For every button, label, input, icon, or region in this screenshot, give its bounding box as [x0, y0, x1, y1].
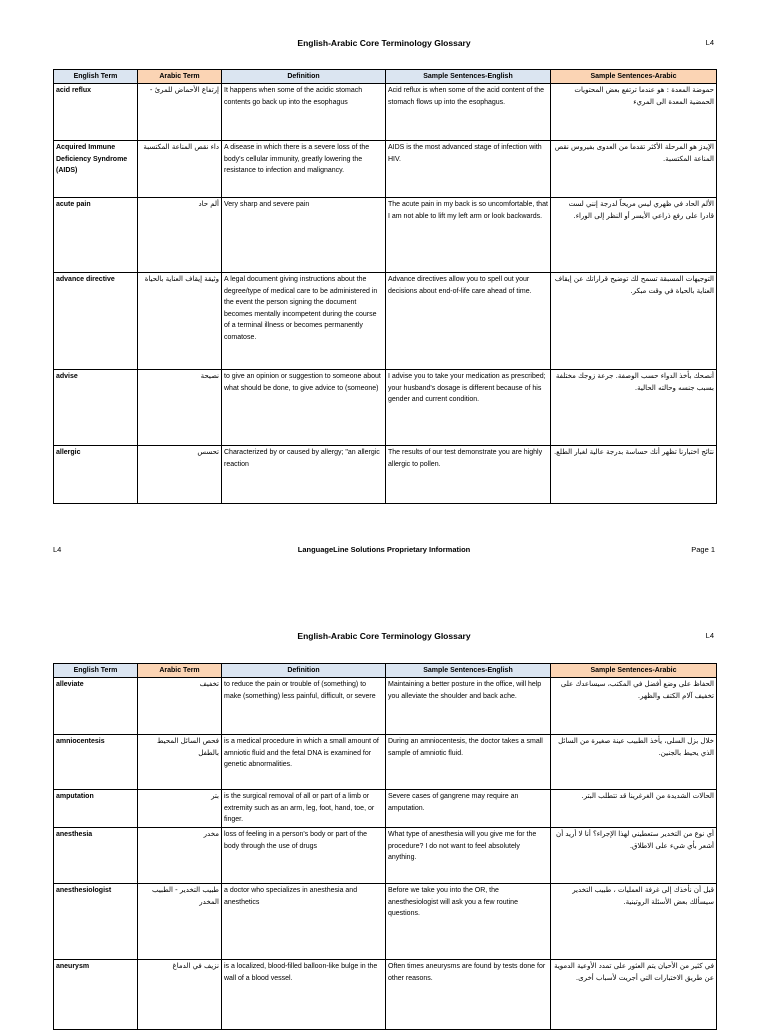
footer-proprietary-notice: LanguageLine Solutions Proprietary Information — [297, 545, 471, 554]
sample-english-cell: What type of anesthesia will you give me for the procedure? I do not want to feel absolutely anything. — [386, 828, 551, 884]
english-term-cell: amputation — [54, 790, 138, 828]
sample-english-cell: Severe cases of gangrene may require an amputation. — [386, 790, 551, 828]
glossary-table — [53, 663, 717, 1030]
table-header-row — [54, 664, 717, 678]
footer-level: L4 — [53, 545, 62, 554]
header-sample-english: Sample Sentences-English — [386, 664, 551, 678]
sample-arabic-cell: أي نوع من التخدير ستعطيني لهذا الإجراء؟ أنا لا أريد أن أشعر بأي شيء على الاطلاق. — [551, 828, 717, 884]
sample-english-cell: The results of our test demonstrate you are highly allergic to pollen. — [386, 446, 551, 504]
sample-english-cell: Maintaining a better posture in the office, will help you alleviate the shoulder and back ache. — [386, 678, 551, 735]
header-arabic-term: Arabic Term — [138, 664, 222, 678]
sample-arabic-cell: الألم الحاد في ظهري ليس مريحاً لدرجة إنني لست قادرا على رفع ذراعي الأيسر أو النظر إلى الوراء. — [551, 198, 717, 273]
arabic-term-cell: تخفيف — [138, 678, 222, 735]
sample-english-cell: Often times aneurysms are found by tests done for other reasons. — [386, 960, 551, 1030]
definition-cell: to reduce the pain or trouble of (something) to make (something) less painful, difficult, or severe — [222, 678, 386, 735]
sample-english-cell: AIDS is the most advanced stage of infection with HIV. — [386, 141, 551, 198]
arabic-term-cell: تحسس — [138, 446, 222, 504]
sample-english-cell: Before we take you into the OR, the anesthesiologist will ask you a few routine questions. — [386, 884, 551, 960]
document-title: English-Arabic Core Terminology Glossary — [297, 631, 471, 641]
definition-cell: a doctor who specializes in anesthesia and anesthetics — [222, 884, 386, 960]
sample-arabic-cell: التوجيهات المسبقة تسمح لك توضيح قراراتك عن إيقاف العناية بالحياة في وقت مبكر. — [551, 273, 717, 370]
arabic-term-cell: نصيحة — [138, 370, 222, 446]
arabic-term-cell: ألم حاد — [138, 198, 222, 273]
header-sample-english: Sample Sentences-English — [386, 70, 551, 84]
header-definition: Definition — [222, 664, 386, 678]
sample-arabic-cell: حموضة المعدة : هو عندما ترتفع بعض المحتويات الحمضية المعدة الى المريء — [551, 84, 717, 141]
sample-arabic-cell: أنصحك بأخذ الدواء حسب الوصفة. جرعة زوجك مختلفة بسبب جنسه وحالته الحالية. — [551, 370, 717, 446]
table-row — [54, 828, 717, 884]
definition-cell: to give an opinion or suggestion to someone about what should be done, to give advice to (someone) — [222, 370, 386, 446]
arabic-term-cell: فحص السائل المحيط بالطفل — [138, 735, 222, 790]
english-term-cell: amniocentesis — [54, 735, 138, 790]
definition-cell: is a localized, blood-filled balloon-like bulge in the wall of a blood vessel. — [222, 960, 386, 1030]
sample-arabic-cell: خلال بزل السلى، يأخذ الطبيب عينة صغيرة من السائل الذي يحيط بالجنين. — [551, 735, 717, 790]
footer-page-number: Page 1 — [691, 545, 715, 554]
level-label: L4 — [705, 38, 714, 47]
definition-cell: A legal document giving instructions about the degree/type of medical care to be administered in the event the person signing the document becomes mentally incompetent during the course of a terminal illness or becomes permanently comatose. — [222, 273, 386, 370]
arabic-term-cell: وثيقة إيقاف العناية بالحياة — [138, 273, 222, 370]
table-row — [54, 735, 717, 790]
table-row — [54, 678, 717, 735]
english-term-cell: advise — [54, 370, 138, 446]
definition-cell: Very sharp and severe pain — [222, 198, 386, 273]
definition-cell: is the surgical removal of all or part of a limb or extremity such as an arm, leg, foot, hand, toe, or finger. — [222, 790, 386, 828]
english-term-cell: aneurysm — [54, 960, 138, 1030]
arabic-term-cell: نزيف في الدماغ — [138, 960, 222, 1030]
header-arabic-term: Arabic Term — [138, 70, 222, 84]
sample-arabic-cell: في كثير من الأحيان يتم العثور على تمدد الأوعية الدموية عن طريق الاختبارات التي أجريت لأسباب أخرى. — [551, 960, 717, 1030]
level-label: L4 — [705, 631, 714, 640]
header-sample-arabic: Sample Sentences-Arabic — [551, 70, 717, 84]
sample-arabic-cell: نتائج اختبارنا تظهر أنك حساسة بدرجة عالية لغبار الطلع. — [551, 446, 717, 504]
english-term-cell: advance directive — [54, 273, 138, 370]
sample-arabic-cell: الإيدز هو المرحلة الأكثر تقدما من العدوى بفيروس نقص المناعة المكتسبة. — [551, 141, 717, 198]
document-title: English-Arabic Core Terminology Glossary — [297, 38, 471, 48]
arabic-term-cell: بتر — [138, 790, 222, 828]
header-english-term: English Term — [54, 664, 138, 678]
sample-english-cell: During an amniocentesis, the doctor takes a small sample of amniotic fluid. — [386, 735, 551, 790]
sample-english-cell: Acid reflux is when some of the acid content of the stomach flows up into the esophagus. — [386, 84, 551, 141]
sample-english-cell: Advance directives allow you to spell out your decisions about end-of-life care ahead of time. — [386, 273, 551, 370]
english-term-cell: acid reflux — [54, 84, 138, 141]
header-sample-arabic: Sample Sentences-Arabic — [551, 664, 717, 678]
arabic-term-cell: إرتفاع الأحماض للمرئ - — [138, 84, 222, 141]
english-term-cell: anesthesiologist — [54, 884, 138, 960]
table-row — [54, 960, 717, 1030]
header-definition: Definition — [222, 70, 386, 84]
english-term-cell: Acquired Immune Deficiency Syndrome (AIDS) — [54, 141, 138, 198]
definition-cell: Characterized by or caused by allergy; "an allergic reaction — [222, 446, 386, 504]
table-row — [54, 884, 717, 960]
definition-cell: It happens when some of the acidic stomach contents go back up into the esophagus — [222, 84, 386, 141]
definition-cell: is a medical procedure in which a small amount of amniotic fluid and the fetal DNA is examined for genetic abnormalities. — [222, 735, 386, 790]
table-row — [54, 790, 717, 828]
arabic-term-cell: طبيب التخدير - الطبيب المخدر — [138, 884, 222, 960]
english-term-cell: alleviate — [54, 678, 138, 735]
english-term-cell: anesthesia — [54, 828, 138, 884]
sample-arabic-cell: الحالات الشديدة من الغرغرينا قد تتطلب البتر. — [551, 790, 717, 828]
sample-arabic-cell: قبل أن نأخذك إلى غرفة العمليات ، طبيب التخدير سيسألك بعض الأسئلة الروتينية. — [551, 884, 717, 960]
english-term-cell: acute pain — [54, 198, 138, 273]
definition-cell: loss of feeling in a person's body or part of the body through the use of drugs — [222, 828, 386, 884]
sample-english-cell: The acute pain in my back is so uncomfortable, that I am not able to lift my left arm or look backwards. — [386, 198, 551, 273]
english-term-cell: allergic — [54, 446, 138, 504]
definition-cell: A disease in which there is a severe loss of the body's cellular immunity, greatly lowering the resistance to infection and malignancy. — [222, 141, 386, 198]
arabic-term-cell: داء نقص المناعة المكتسبة — [138, 141, 222, 198]
page-header — [0, 631, 768, 645]
sample-arabic-cell: الحفاظ على وضع أفضل في المكتب، سيساعدك على تخفيف آلام الكتف والظهر. — [551, 678, 717, 735]
header-english-term: English Term — [54, 70, 138, 84]
sample-english-cell: I advise you to take your medication as prescribed; your husband's dosage is different because of his gender and current condition. — [386, 370, 551, 446]
arabic-term-cell: مخدر — [138, 828, 222, 884]
